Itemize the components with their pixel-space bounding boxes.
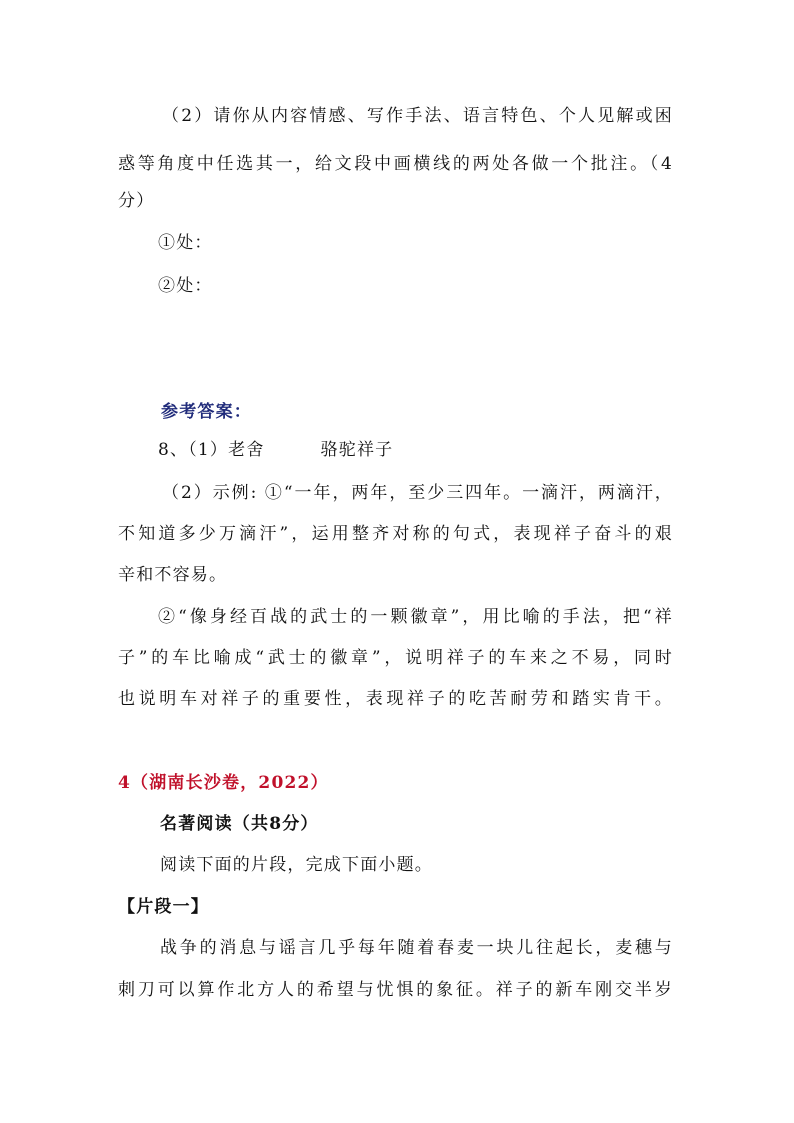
answer-p2-line-1: （2）示例: ①“一年，两年，至少三四年。一滴汗，两滴汗， [162,483,673,503]
question-line-1: （2）请你从内容情感、写作手法、语言特色、个人见解或困 [162,106,673,126]
question-line-2: 惑等角度中任选其一，给文段中画横线的两处各做一个批注。（4 [118,154,673,174]
question-line-3: 分） [118,191,155,211]
reading-instruction: 阅读下面的片段，完成下面小题。 [160,855,433,875]
annotation-blank-1: ①处： [158,233,213,253]
fragment-text-line-1: 战争的消息与谣言几乎每年随着春麦一块儿往起长，麦穗与 [160,938,673,958]
answer-heading: 参考答案： [161,402,252,422]
answer-q8-author: 8、（1）老舍 [158,440,265,460]
answer-q8-line [158,438,393,462]
answer-q8-title: 骆驼祥子 [320,440,394,460]
answer-p2-line-2: 不知道多少万滴汗”，运用整齐对称的句式，表现祥子奋斗的艰 [118,524,673,544]
answer-p3-line-1: ②“像身经百战的武士的一颗徽章”，用比喻的手法，把“祥 [158,607,673,627]
answer-p2-line-3: 辛和不容易。 [118,565,228,585]
question-source: 4（湖南长沙卷，2022） [118,773,329,793]
fragment-text-line-2: 刺刀可以算作北方人的希望与忧惧的象征。祥子的新车刚交半岁 [118,980,673,1000]
answer-p3-line-3: 也说明车对祥子的重要性，表现祥子的吃苦耐劳和踏实肯干。 [118,689,673,709]
annotation-blank-2: ②处： [158,276,213,296]
section-title: 名著阅读（共8分） [160,814,319,834]
answer-p3-line-2: 子”的车比喻成“武士的徽章”，说明祥子的车来之不易，同时 [118,648,673,668]
fragment-label: 【片段一】 [118,897,209,917]
